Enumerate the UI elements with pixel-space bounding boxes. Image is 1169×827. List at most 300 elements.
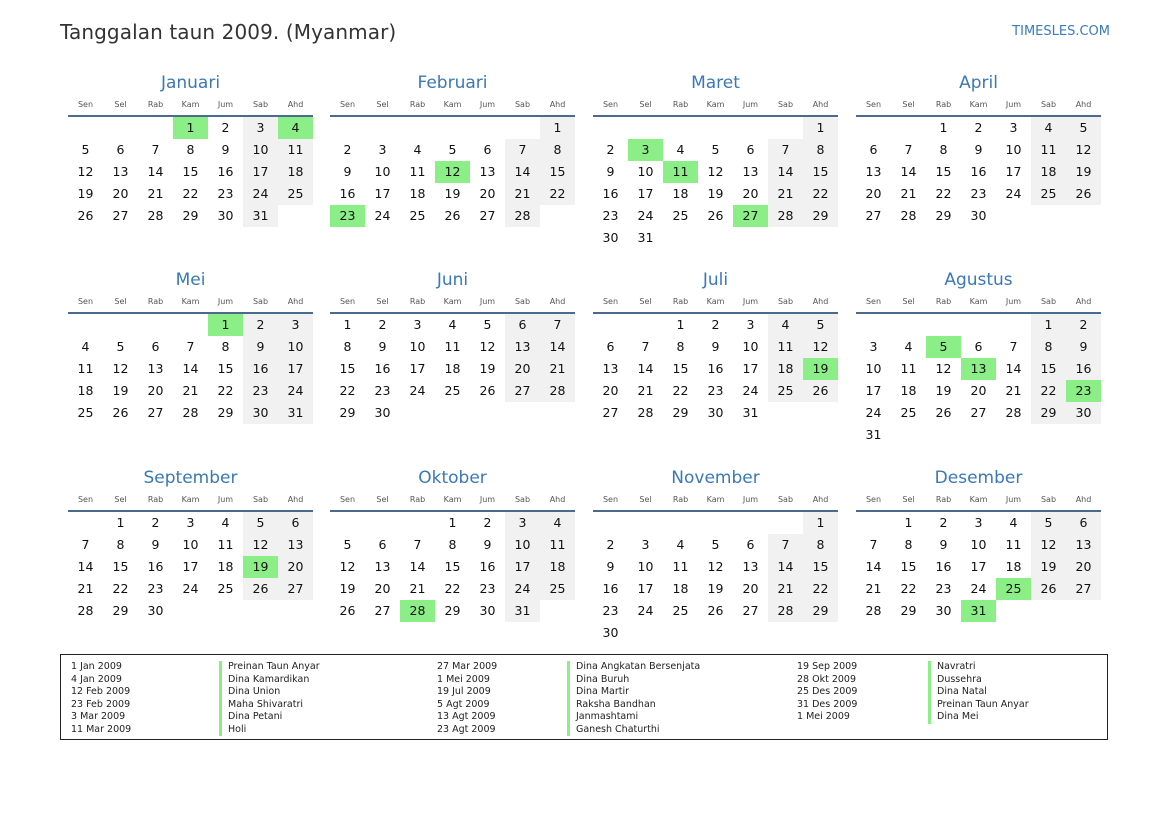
day-cell: 13 bbox=[147, 361, 164, 376]
day-cell: 28 bbox=[865, 603, 882, 618]
day-cell: 18 bbox=[1005, 559, 1022, 574]
day-cell: 22 bbox=[1031, 380, 1066, 402]
day-cell: 8 bbox=[540, 139, 575, 161]
day-cell: 13 bbox=[479, 164, 496, 179]
day-cell: 28 bbox=[147, 208, 164, 223]
day-cell: 9 bbox=[151, 537, 160, 552]
weekday-label: Sab bbox=[1040, 297, 1057, 306]
legend-holiday-name: Navratri bbox=[937, 661, 976, 672]
day-cell: 5 bbox=[243, 512, 278, 534]
day-cell: 29 bbox=[672, 405, 689, 420]
day-cell: 13 bbox=[742, 164, 759, 179]
day-cell: 6 bbox=[1066, 512, 1101, 534]
day-cell: 6 bbox=[505, 314, 540, 336]
holiday-day: 5 bbox=[926, 336, 961, 358]
day-cell: 2 bbox=[343, 142, 352, 157]
month-title: April bbox=[959, 73, 998, 93]
day-cell: 18 bbox=[409, 186, 426, 201]
day-cell: 2 bbox=[606, 142, 615, 157]
day-cell: 24 bbox=[865, 405, 882, 420]
day-cell: 19 bbox=[444, 186, 461, 201]
day-cell: 5 bbox=[1066, 117, 1101, 139]
day-cell: 7 bbox=[540, 314, 575, 336]
day-cell: 25 bbox=[278, 183, 313, 205]
weekday-label: Ahd bbox=[812, 100, 829, 109]
day-cell: 26 bbox=[707, 208, 724, 223]
weekday-label: Sel bbox=[376, 297, 389, 306]
day-cell: 2 bbox=[939, 515, 948, 530]
day-cell: 17 bbox=[1005, 164, 1022, 179]
holiday-day: 31 bbox=[961, 600, 996, 622]
day-cell: 15 bbox=[182, 164, 199, 179]
day-cell: 10 bbox=[637, 559, 654, 574]
day-cell: 16 bbox=[339, 186, 356, 201]
day-cell: 22 bbox=[182, 186, 199, 201]
day-cell: 4 bbox=[540, 512, 575, 534]
weekday-label: Sel bbox=[902, 297, 915, 306]
day-cell: 3 bbox=[378, 142, 387, 157]
weekday-label: Sab bbox=[514, 495, 531, 504]
day-cell: 11 bbox=[540, 534, 575, 556]
day-cell: 15 bbox=[672, 361, 689, 376]
day-cell: 10 bbox=[182, 537, 199, 552]
weekday-label: Sel bbox=[376, 100, 389, 109]
weekday-label: Kam bbox=[969, 297, 988, 306]
legend-holiday-name: Preinan Taun Anyar bbox=[937, 698, 1029, 710]
weekday-label: Sab bbox=[1040, 495, 1057, 504]
weekday-label: Kam bbox=[181, 100, 200, 109]
day-cell: 26 bbox=[243, 578, 278, 600]
day-cell: 30 bbox=[602, 625, 619, 640]
day-cell: 9 bbox=[606, 164, 615, 179]
day-cell: 6 bbox=[869, 142, 878, 157]
day-cell: 10 bbox=[637, 164, 654, 179]
day-cell: 1 bbox=[540, 117, 575, 139]
day-cell: 15 bbox=[803, 161, 838, 183]
weekday-label: Jum bbox=[217, 100, 234, 109]
day-cell: 14 bbox=[540, 336, 575, 358]
day-cell: 2 bbox=[606, 537, 615, 552]
empty-cell bbox=[768, 117, 803, 139]
legend-holiday-name: Dina Union bbox=[228, 686, 281, 697]
day-grid bbox=[593, 314, 838, 424]
empty-cell bbox=[365, 512, 400, 534]
day-cell: 6 bbox=[746, 142, 755, 157]
holiday-day: 4 bbox=[278, 117, 313, 139]
day-cell: 20 bbox=[970, 383, 987, 398]
day-cell: 26 bbox=[935, 405, 952, 420]
weekday-label: Jum bbox=[1005, 100, 1022, 109]
weekday-label: Sab bbox=[252, 100, 269, 109]
month-april bbox=[856, 72, 1101, 227]
month-oktober bbox=[330, 467, 575, 622]
day-cell: 7 bbox=[186, 339, 195, 354]
legend-holiday-name: Dina Natal bbox=[937, 686, 987, 697]
day-cell: 5 bbox=[1031, 512, 1066, 534]
day-cell: 9 bbox=[243, 336, 278, 358]
empty-cell bbox=[856, 314, 891, 336]
legend-date: 31 Des 2009 bbox=[797, 698, 858, 710]
day-cell: 13 bbox=[505, 336, 540, 358]
month-title: Januari bbox=[160, 73, 221, 93]
day-grid bbox=[330, 512, 575, 622]
holiday-day: 23 bbox=[330, 205, 365, 227]
day-cell: 19 bbox=[1031, 556, 1066, 578]
weekday-label: Jum bbox=[217, 495, 234, 504]
day-cell: 19 bbox=[479, 361, 496, 376]
day-cell: 12 bbox=[803, 336, 838, 358]
weekday-label: Rab bbox=[672, 297, 689, 306]
day-cell: 29 bbox=[444, 603, 461, 618]
empty-cell bbox=[663, 117, 698, 139]
day-cell: 12 bbox=[243, 534, 278, 556]
empty-cell bbox=[593, 314, 628, 336]
day-cell: 17 bbox=[182, 559, 199, 574]
day-cell: 23 bbox=[217, 186, 234, 201]
day-cell: 17 bbox=[970, 559, 987, 574]
day-cell: 29 bbox=[339, 405, 356, 420]
day-cell: 9 bbox=[939, 537, 948, 552]
day-cell: 10 bbox=[1005, 142, 1022, 157]
empty-cell bbox=[926, 314, 961, 336]
weekday-label: Ahd bbox=[287, 495, 304, 504]
weekday-label: Jum bbox=[742, 100, 759, 109]
weekday-label: Sen bbox=[865, 100, 882, 109]
legend-dates-col-2 bbox=[437, 661, 497, 736]
day-cell: 20 bbox=[479, 186, 496, 201]
month-title: Oktober bbox=[418, 468, 487, 488]
day-cell: 29 bbox=[935, 208, 952, 223]
day-cell: 20 bbox=[742, 581, 759, 596]
empty-cell bbox=[856, 512, 891, 534]
legend-date: 19 Sep 2009 bbox=[797, 661, 858, 672]
month-desember bbox=[856, 467, 1101, 622]
day-cell: 7 bbox=[641, 339, 650, 354]
day-cell: 19 bbox=[112, 383, 129, 398]
holiday-day: 11 bbox=[663, 161, 698, 183]
empty-cell bbox=[768, 512, 803, 534]
day-cell: 1 bbox=[803, 117, 838, 139]
day-cell: 9 bbox=[974, 142, 983, 157]
day-grid bbox=[856, 117, 1101, 227]
day-cell: 19 bbox=[1066, 161, 1101, 183]
day-cell: 18 bbox=[672, 581, 689, 596]
day-cell: 18 bbox=[217, 559, 234, 574]
day-cell: 16 bbox=[147, 559, 164, 574]
day-cell: 2 bbox=[1066, 314, 1101, 336]
day-cell: 10 bbox=[865, 361, 882, 376]
day-cell: 23 bbox=[147, 581, 164, 596]
weekday-label: Jum bbox=[479, 297, 496, 306]
weekday-label: Kam bbox=[969, 100, 988, 109]
day-cell: 27 bbox=[970, 405, 987, 420]
day-cell: 3 bbox=[186, 515, 195, 530]
day-cell: 19 bbox=[935, 383, 952, 398]
weekday-header bbox=[330, 295, 575, 309]
weekday-label: Sab bbox=[1040, 100, 1057, 109]
day-cell: 15 bbox=[803, 556, 838, 578]
weekday-label: Sen bbox=[77, 297, 94, 306]
empty-cell bbox=[435, 117, 470, 139]
legend-date: 3 Mar 2009 bbox=[71, 711, 126, 722]
empty-cell bbox=[628, 314, 663, 336]
day-cell: 22 bbox=[339, 383, 356, 398]
legend-holiday-name: Janmashtami bbox=[576, 711, 639, 722]
day-cell: 12 bbox=[77, 164, 94, 179]
day-cell: 4 bbox=[413, 142, 422, 157]
weekday-header bbox=[68, 98, 313, 112]
day-grid bbox=[68, 314, 313, 424]
day-cell: 2 bbox=[483, 515, 492, 530]
day-cell: 29 bbox=[217, 405, 234, 420]
weekday-label: Sen bbox=[865, 297, 882, 306]
day-cell: 13 bbox=[602, 361, 619, 376]
holiday-day: 1 bbox=[208, 314, 243, 336]
day-cell: 26 bbox=[112, 405, 129, 420]
legend-holiday-name: Dina Kamardikan bbox=[228, 673, 310, 685]
day-cell: 14 bbox=[768, 161, 803, 183]
legend-date: 1 Jan 2009 bbox=[71, 661, 122, 672]
day-cell: 7 bbox=[768, 139, 803, 161]
day-cell: 10 bbox=[243, 139, 278, 161]
weekday-label: Ahd bbox=[287, 297, 304, 306]
weekday-header bbox=[856, 295, 1101, 309]
day-cell: 9 bbox=[606, 559, 615, 574]
weekday-label: Sen bbox=[339, 297, 356, 306]
holiday-day: 13 bbox=[961, 358, 996, 380]
empty-cell bbox=[593, 117, 628, 139]
day-cell: 16 bbox=[479, 559, 496, 574]
legend-dates-col-3 bbox=[797, 661, 857, 724]
day-cell: 12 bbox=[1031, 534, 1066, 556]
day-cell: 6 bbox=[606, 339, 615, 354]
legend-date: 13 Agt 2009 bbox=[437, 711, 496, 722]
day-cell: 26 bbox=[707, 603, 724, 618]
day-cell: 24 bbox=[637, 208, 654, 223]
day-cell: 4 bbox=[221, 515, 230, 530]
day-cell: 19 bbox=[707, 186, 724, 201]
day-cell: 16 bbox=[707, 361, 724, 376]
day-cell: 16 bbox=[602, 581, 619, 596]
day-cell: 5 bbox=[81, 142, 90, 157]
legend-date: 1 Mei 2009 bbox=[797, 711, 850, 722]
day-grid bbox=[593, 117, 838, 249]
day-cell: 30 bbox=[602, 230, 619, 245]
day-cell: 28 bbox=[768, 205, 803, 227]
day-cell: 5 bbox=[711, 142, 720, 157]
weekday-label: Sab bbox=[514, 100, 531, 109]
day-cell: 22 bbox=[803, 578, 838, 600]
day-cell: 3 bbox=[869, 339, 878, 354]
month-title: Juli bbox=[702, 270, 729, 290]
day-cell: 21 bbox=[409, 581, 426, 596]
day-cell: 3 bbox=[413, 317, 422, 332]
weekday-label: Ahd bbox=[549, 297, 566, 306]
day-cell: 15 bbox=[540, 161, 575, 183]
day-cell: 24 bbox=[505, 578, 540, 600]
day-grid bbox=[68, 512, 313, 622]
legend-date: 11 Mar 2009 bbox=[71, 723, 132, 735]
empty-cell bbox=[593, 512, 628, 534]
day-cell: 10 bbox=[374, 164, 391, 179]
day-cell: 25 bbox=[768, 380, 803, 402]
weekday-label: Sab bbox=[777, 495, 794, 504]
day-cell: 7 bbox=[1009, 339, 1018, 354]
day-cell: 27 bbox=[602, 405, 619, 420]
day-cell: 8 bbox=[803, 139, 838, 161]
day-grid bbox=[856, 512, 1101, 622]
day-cell: 1 bbox=[343, 317, 352, 332]
day-cell: 7 bbox=[904, 142, 913, 157]
day-cell: 13 bbox=[374, 559, 391, 574]
day-cell: 14 bbox=[1005, 361, 1022, 376]
day-cell: 30 bbox=[243, 402, 278, 424]
day-cell: 21 bbox=[505, 183, 540, 205]
day-cell: 11 bbox=[1005, 537, 1022, 552]
empty-cell bbox=[996, 314, 1031, 336]
day-cell: 20 bbox=[602, 383, 619, 398]
legend-date: 23 Agt 2009 bbox=[437, 723, 496, 735]
legend-names-col-2 bbox=[567, 661, 700, 736]
day-cell: 21 bbox=[77, 581, 94, 596]
day-cell: 24 bbox=[182, 581, 199, 596]
day-cell: 15 bbox=[900, 559, 917, 574]
day-cell: 15 bbox=[444, 559, 461, 574]
day-cell: 16 bbox=[217, 164, 234, 179]
weekday-label: Ahd bbox=[549, 495, 566, 504]
empty-cell bbox=[103, 314, 138, 336]
day-cell: 13 bbox=[1066, 534, 1101, 556]
day-cell: 25 bbox=[540, 578, 575, 600]
day-cell: 20 bbox=[278, 556, 313, 578]
day-cell: 21 bbox=[147, 186, 164, 201]
day-cell: 7 bbox=[768, 534, 803, 556]
legend-date: 12 Feb 2009 bbox=[71, 686, 131, 697]
day-cell: 14 bbox=[900, 164, 917, 179]
day-cell: 21 bbox=[900, 186, 917, 201]
day-cell: 16 bbox=[243, 358, 278, 380]
day-cell: 2 bbox=[974, 120, 983, 135]
day-cell: 29 bbox=[900, 603, 917, 618]
day-cell: 1 bbox=[448, 515, 457, 530]
day-cell: 5 bbox=[711, 537, 720, 552]
day-cell: 23 bbox=[602, 603, 619, 618]
holiday-day: 3 bbox=[628, 139, 663, 161]
day-cell: 25 bbox=[900, 405, 917, 420]
month-maret bbox=[593, 72, 838, 249]
day-cell: 20 bbox=[147, 383, 164, 398]
day-cell: 14 bbox=[409, 559, 426, 574]
day-cell: 28 bbox=[182, 405, 199, 420]
day-cell: 26 bbox=[77, 208, 94, 223]
day-cell: 3 bbox=[243, 117, 278, 139]
day-cell: 3 bbox=[974, 515, 983, 530]
day-cell: 2 bbox=[711, 317, 720, 332]
weekday-label: Sen bbox=[602, 495, 619, 504]
day-cell: 29 bbox=[182, 208, 199, 223]
day-cell: 4 bbox=[904, 339, 913, 354]
day-cell: 15 bbox=[217, 361, 234, 376]
day-cell: 5 bbox=[483, 317, 492, 332]
day-cell: 23 bbox=[935, 581, 952, 596]
day-cell: 22 bbox=[803, 183, 838, 205]
day-cell: 27 bbox=[505, 380, 540, 402]
day-cell: 11 bbox=[768, 336, 803, 358]
weekday-label: Sab bbox=[252, 495, 269, 504]
day-cell: 11 bbox=[409, 164, 426, 179]
day-cell: 13 bbox=[742, 559, 759, 574]
day-cell: 25 bbox=[1031, 183, 1066, 205]
day-cell: 21 bbox=[637, 383, 654, 398]
day-cell: 8 bbox=[904, 537, 913, 552]
legend-date: 25 Des 2009 bbox=[797, 686, 858, 697]
day-cell: 28 bbox=[768, 600, 803, 622]
day-cell: 26 bbox=[1031, 578, 1066, 600]
day-cell: 9 bbox=[711, 339, 720, 354]
day-cell: 22 bbox=[540, 183, 575, 205]
empty-cell bbox=[891, 117, 926, 139]
weekday-label: Kam bbox=[706, 495, 725, 504]
day-cell: 15 bbox=[112, 559, 129, 574]
day-grid bbox=[330, 117, 575, 227]
day-cell: 25 bbox=[672, 208, 689, 223]
day-grid bbox=[68, 117, 313, 227]
weekday-label: Ahd bbox=[1075, 297, 1092, 306]
day-cell: 11 bbox=[672, 559, 689, 574]
empty-cell bbox=[698, 117, 733, 139]
day-cell: 28 bbox=[540, 380, 575, 402]
day-cell: 30 bbox=[374, 405, 391, 420]
site-link[interactable]: TIMESLES.COM bbox=[1012, 24, 1110, 39]
day-cell: 31 bbox=[278, 402, 313, 424]
day-cell: 11 bbox=[217, 537, 234, 552]
day-cell: 18 bbox=[900, 383, 917, 398]
day-cell: 8 bbox=[221, 339, 230, 354]
empty-cell bbox=[400, 512, 435, 534]
day-cell: 10 bbox=[409, 339, 426, 354]
weekday-label: Sel bbox=[639, 100, 652, 109]
month-title: Maret bbox=[691, 73, 740, 93]
day-cell: 26 bbox=[444, 208, 461, 223]
empty-cell bbox=[103, 117, 138, 139]
weekday-header bbox=[68, 295, 313, 309]
day-cell: 4 bbox=[676, 537, 685, 552]
day-cell: 18 bbox=[672, 186, 689, 201]
weekday-label: Ahd bbox=[549, 100, 566, 109]
day-cell: 14 bbox=[768, 556, 803, 578]
empty-cell bbox=[68, 314, 103, 336]
day-cell: 17 bbox=[374, 186, 391, 201]
day-cell: 8 bbox=[186, 142, 195, 157]
weekday-label: Jum bbox=[479, 495, 496, 504]
day-cell: 4 bbox=[676, 142, 685, 157]
weekday-label: Kam bbox=[181, 495, 200, 504]
day-cell: 12 bbox=[707, 164, 724, 179]
day-cell: 22 bbox=[112, 581, 129, 596]
day-cell: 14 bbox=[182, 361, 199, 376]
day-cell: 27 bbox=[374, 603, 391, 618]
day-cell: 11 bbox=[278, 139, 313, 161]
day-cell: 12 bbox=[935, 361, 952, 376]
weekday-label: Rab bbox=[147, 495, 164, 504]
day-cell: 30 bbox=[147, 603, 164, 618]
weekday-label: Sen bbox=[77, 100, 94, 109]
weekday-label: Ahd bbox=[812, 495, 829, 504]
weekday-label: Rab bbox=[935, 495, 952, 504]
day-cell: 8 bbox=[343, 339, 352, 354]
day-cell: 6 bbox=[974, 339, 983, 354]
day-cell: 17 bbox=[278, 358, 313, 380]
